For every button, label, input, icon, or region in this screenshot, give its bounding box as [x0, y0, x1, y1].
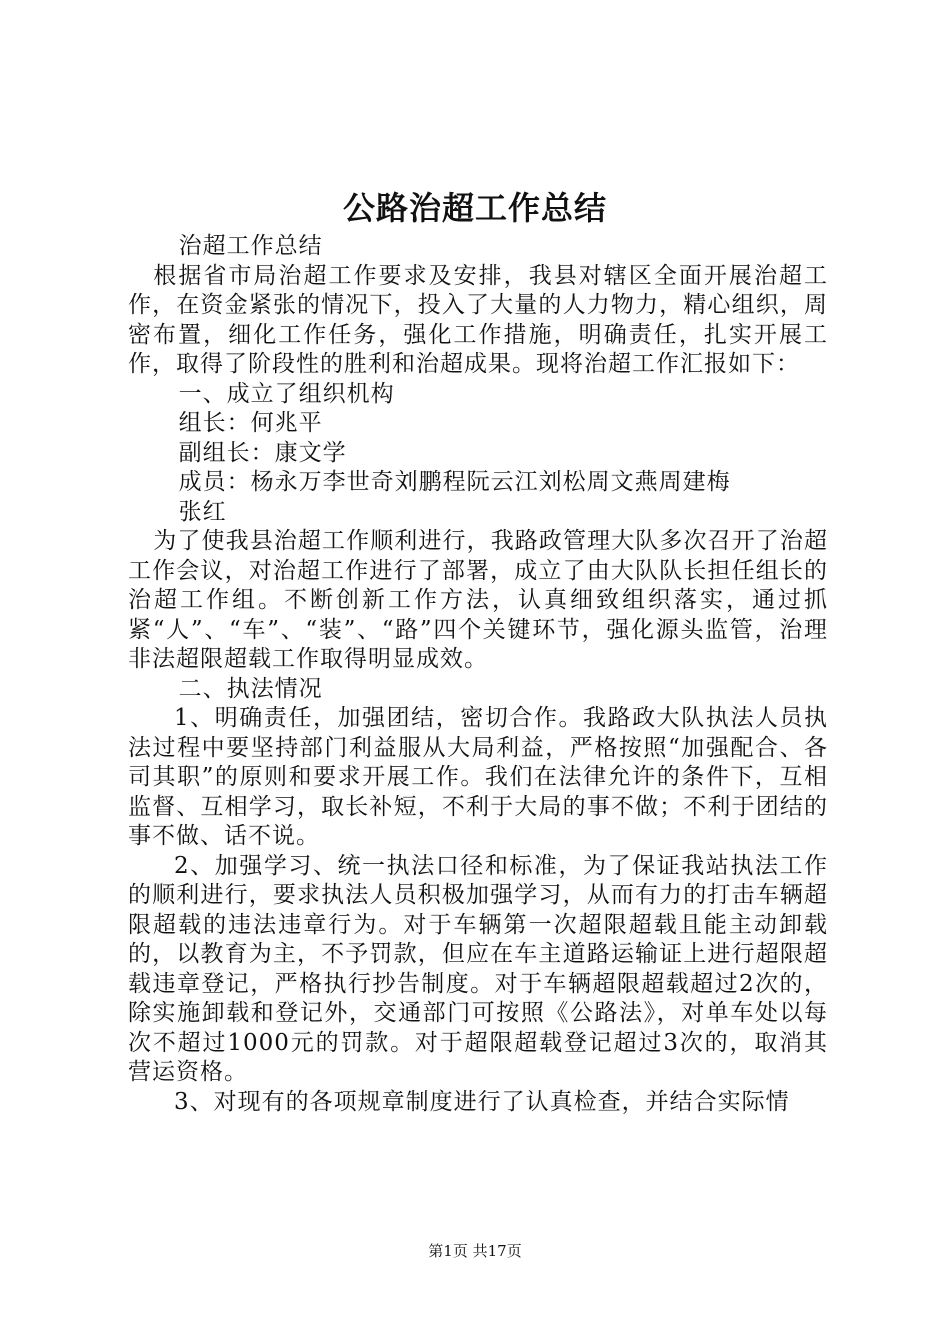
paragraph-members-cont: 张红	[178, 498, 227, 525]
document-body	[128, 232, 828, 1117]
paragraph-item-2: 2、加强学习、统一执法口径和标准，为了保证我站执法工作的顺利进行，要求执法人员积极加强学习，从而有力的打击车辆超限超载的违法违章行为。对于车辆第一次超限超载且能主动卸载的，以教育为主，不予罚款，但应在车主道路运输证上进行超限超载违章登记，严格执行抄告制度。对于车辆超限超载超过2次的，除实施卸载和登记外，交通部门可按照《公路法》，对单车处以每次不超过1000元的罚款。对于超限超载登记超过3次的，取消其营运资格。	[128, 852, 828, 1085]
paragraph-organization: 为了使我县治超工作顺利进行，我路政管理大队多次召开了治超工作会议，对治超工作进行了部署，成立了由大队队长担任组长的治超工作组。不断创新工作方法，认真细致组织落实，通过抓紧“人”、“车”、“装”、“路”四个关键环节，强化源头监管，治理非法超限超载工作取得明显成效。	[128, 528, 828, 672]
section-heading-1: 一、成立了组织机构	[178, 380, 395, 407]
paragraph-item-1: 1、明确责任，加强团结，密切合作。我路政大队执法人员执法过程中要坚持部门利益服从大局利益，严格按照“加强配合、各司其职”的原则和要求开展工作。我们在法律允许的条件下，互相监督、互相学习，取长补短，不利于大局的事不做；不利于团结的事不做、话不说。	[128, 705, 828, 849]
document-title: 公路治超工作总结	[342, 189, 607, 227]
paragraph-intro: 根据省市局治超工作要求及安排，我县对辖区全面开展治超工作，在资金紧张的情况下，投入了大量的人力物力，精心组织，周密布置，细化工作任务，强化工作措施，明确责任，扎实开展工作，取得了阶段性的胜利和治超成果。现将治超工作汇报如下：	[128, 262, 828, 377]
paragraph-deputy-leader: 副组长：康文学	[178, 439, 347, 466]
paragraph-leader: 组长：何兆平	[178, 410, 323, 436]
paragraph-members: 成员：杨永万李世奇刘鹏程阮云江刘松周文燕周建梅	[178, 469, 731, 495]
document-subtitle: 治超工作总结	[178, 233, 323, 259]
paragraph-item-3: 3、对现有的各项规章制度进行了认真检查，并结合实际情	[174, 1088, 790, 1115]
section-heading-2: 二、执法情况	[178, 675, 323, 702]
page-footer: 第1页 共17页	[428, 1242, 522, 1260]
